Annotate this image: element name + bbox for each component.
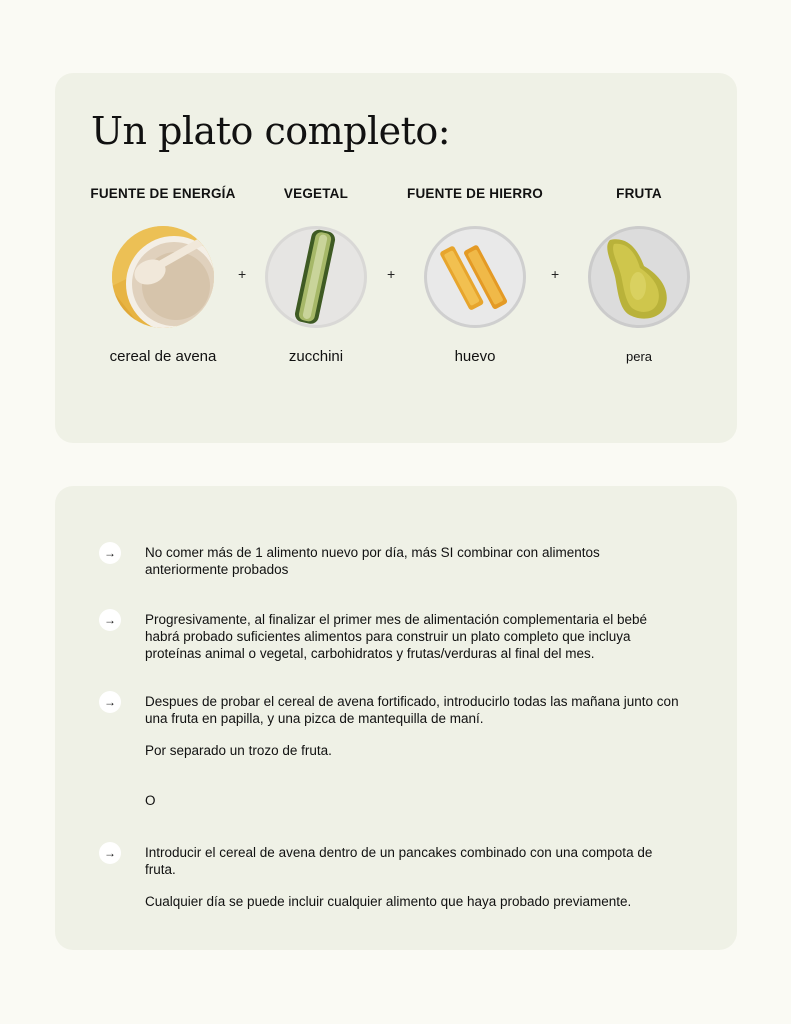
tip-text <box>145 611 685 662</box>
zucchini-image <box>265 226 367 328</box>
food-label-iron: huevo <box>454 348 496 365</box>
egg-strips-image <box>424 226 526 328</box>
arrow-right-icon: → <box>99 691 121 713</box>
tip-text <box>145 544 685 578</box>
arrow-right-icon: → <box>99 842 121 864</box>
tip-text <box>145 693 685 759</box>
arrow-right-icon: → <box>99 609 121 631</box>
food-label-vegetable: zucchini <box>288 348 344 365</box>
food-label-energy: cereal de avena <box>109 348 217 365</box>
food-column-iron <box>385 184 565 363</box>
food-label-fruit: pera <box>625 349 653 364</box>
plus-sign: + <box>551 266 560 282</box>
tip-text <box>145 844 685 910</box>
pear-image <box>588 226 690 328</box>
tips-card <box>55 486 737 950</box>
tip-paragraph: Introducir el cereal de avena dentro de un pancakes combinado con una compota de fruta. <box>145 845 653 877</box>
tip-paragraph: Despues de probar el cereal de avena fortificado, introducirlo todas las mañana junto con una fruta en papilla, y una pizca de mantequilla de maní. <box>145 694 679 726</box>
tip-paragraph: Por separado un trozo de fruta. <box>145 743 332 758</box>
category-label-fruit: FRUTA <box>616 186 662 201</box>
complete-plate-card <box>55 73 737 443</box>
plus-sign: + <box>238 266 247 282</box>
food-column-vegetable <box>226 184 406 363</box>
page-title: Un plato completo: <box>91 109 451 153</box>
arrow-right-icon: → <box>99 542 121 564</box>
or-separator: O <box>145 793 156 808</box>
tip-paragraph: Cualquier día se puede incluir cualquier alimento que haya probado previamente. <box>145 894 632 909</box>
category-label-energy: FUENTE DE ENERGÍA <box>90 186 236 201</box>
category-label-iron: FUENTE DE HIERRO <box>407 186 543 201</box>
category-label-vegetable: VEGETAL <box>283 186 349 201</box>
oat-cereal-bowl-image <box>112 226 214 328</box>
food-column-fruit <box>549 184 729 363</box>
plus-sign: + <box>387 266 396 282</box>
tip-paragraph: Progresivamente, al finalizar el primer mes de alimentación complementaria el bebé habrá probado suficientes alimentos para construir un plato completo que incluya proteínas animal o vegetal, carbohidratos y frutas/verduras al final del mes. <box>145 612 647 661</box>
tip-paragraph: No comer más de 1 alimento nuevo por día, más SI combinar con alimentos anteriormente probados <box>145 545 600 577</box>
